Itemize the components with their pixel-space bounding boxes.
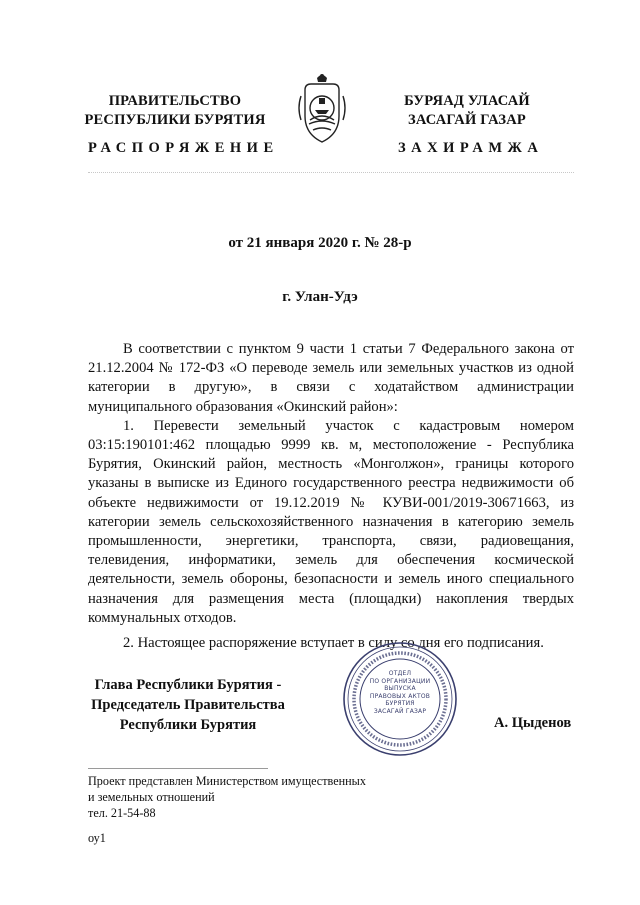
stamp-line6: ЗАСАГАЙ ГАЗАР: [373, 707, 427, 715]
city: г. Улан-Удэ: [282, 289, 358, 305]
footer-line3: тел. 21-54-88: [88, 806, 156, 820]
document-body: [88, 340, 574, 653]
header-left-line1: ПРАВИТЕЛЬСТВО: [108, 93, 242, 109]
header-left-line2: РЕСПУБЛИКИ БУРЯТИЯ: [84, 112, 266, 128]
stamp-line5: БУРЯТИЯ: [385, 700, 415, 708]
stamp-line1: ОТДЕЛ: [388, 670, 412, 677]
signature-title-line3: Республики Бурятия: [119, 717, 257, 733]
stamp-line3: ВЫПУСКА: [384, 685, 416, 693]
signature-title-line1: Глава Республики Бурятия -: [94, 677, 282, 693]
header-right-line1: БУРЯАД УЛАСАЙ: [404, 93, 530, 109]
header-right-line2: ЗАСАГАЙ ГАЗАР: [408, 112, 526, 128]
stamp-line4: ПРАВОВЫХ АКТОВ: [369, 692, 431, 700]
signatory-name: А. Цыденов: [494, 715, 572, 731]
signature-title: [70, 675, 306, 735]
item-1-paragraph: 1. Перевести земельный участок с кадастровым номером 03:15:190101:462 площадью 9999 кв. м, местоположение - Республика Бурятия, Окинский район, местность «Монголжон», границы которого указаны в выписке из Единого государственного реестра недвижимости об объекте недвижимости от 19.12.2019 № КУВИ-001/2019-30671663, из категории земель сельскохозяйственного назначения в категорию земель промышленности, энергетики, транспорта, связи, радиовещания, телевидения, информатики, земель для обеспечения космической деятельности, земель обороны, безопасности и земель иного специального назначения для размещения места (площадки) накопления твердых коммунальных отходов.: [88, 417, 574, 626]
item-2-paragraph: 2. Настоящее распоряжение вступает в силу со дня его подписания.: [123, 635, 544, 652]
doc-type-left: РАСПОРЯЖЕНИЕ: [88, 140, 279, 156]
official-seal-stamp: [341, 640, 459, 758]
footer-line2: и земельных отношений: [88, 790, 215, 804]
footer-rule: [88, 768, 268, 769]
date-number: от 21 января 2020 г. № 28-р: [228, 235, 412, 251]
coat-of-arms-icon: [293, 72, 351, 148]
doc-type-right: ЗАХИРАМЖА: [398, 140, 544, 156]
header-left: [70, 92, 280, 130]
stamp-line2: ПО ОРГАНИЗАЦИИ: [369, 677, 431, 685]
signature-title-line2: Председатель Правительства: [91, 697, 285, 713]
footer-note: [88, 773, 366, 821]
intro-paragraph: В соответствии с пунктом 9 части 1 статьи 7 Федерального закона от 21.12.2004 № 172-ФЗ «О переводе земель или земельных участков из одной категории в другую», в связи с ходатайством администрации муниципального образования «Окинский район»:: [88, 341, 574, 415]
header-divider: [88, 172, 574, 173]
footer-line1: Проект представлен Министерством имущественных: [88, 774, 366, 788]
header-right: [362, 92, 572, 130]
footer-code: оу1: [88, 831, 106, 845]
